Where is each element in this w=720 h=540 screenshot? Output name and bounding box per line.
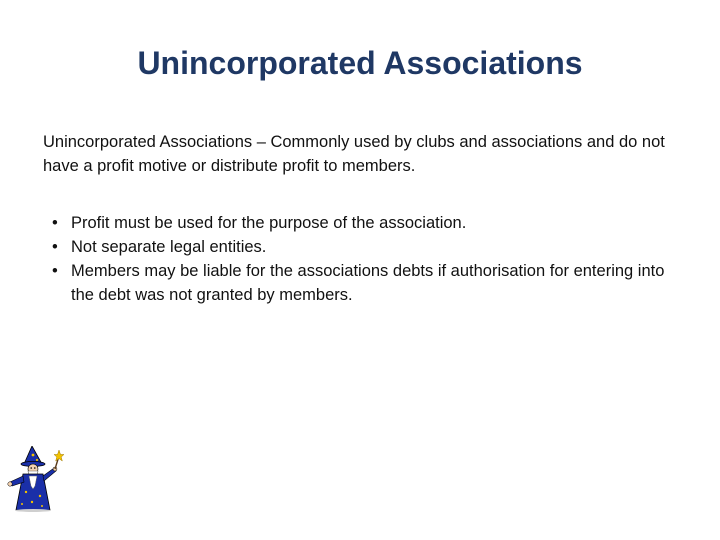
wizard-icon bbox=[2, 446, 64, 512]
bullet-item bbox=[43, 211, 683, 235]
intro-paragraph: Unincorporated Associations – Commonly used by clubs and associations and do not have a profit motive or distribute profit to members. bbox=[43, 133, 665, 175]
bullet-item bbox=[43, 235, 683, 259]
bullet-item bbox=[43, 259, 683, 307]
bullet-marker: • bbox=[52, 238, 58, 256]
bullet-text: Not separate legal entities. bbox=[71, 238, 267, 256]
bullet-marker: • bbox=[52, 262, 58, 280]
bullet-text: Profit must be used for the purpose of the association. bbox=[71, 214, 467, 232]
bullet-marker: • bbox=[52, 214, 58, 232]
bullet-list bbox=[43, 211, 683, 307]
bullet-text: Members may be liable for the associations debts if authorisation for entering into the debt was not granted by members. bbox=[71, 262, 665, 304]
slide-title: Unincorporated Associations bbox=[137, 45, 583, 81]
